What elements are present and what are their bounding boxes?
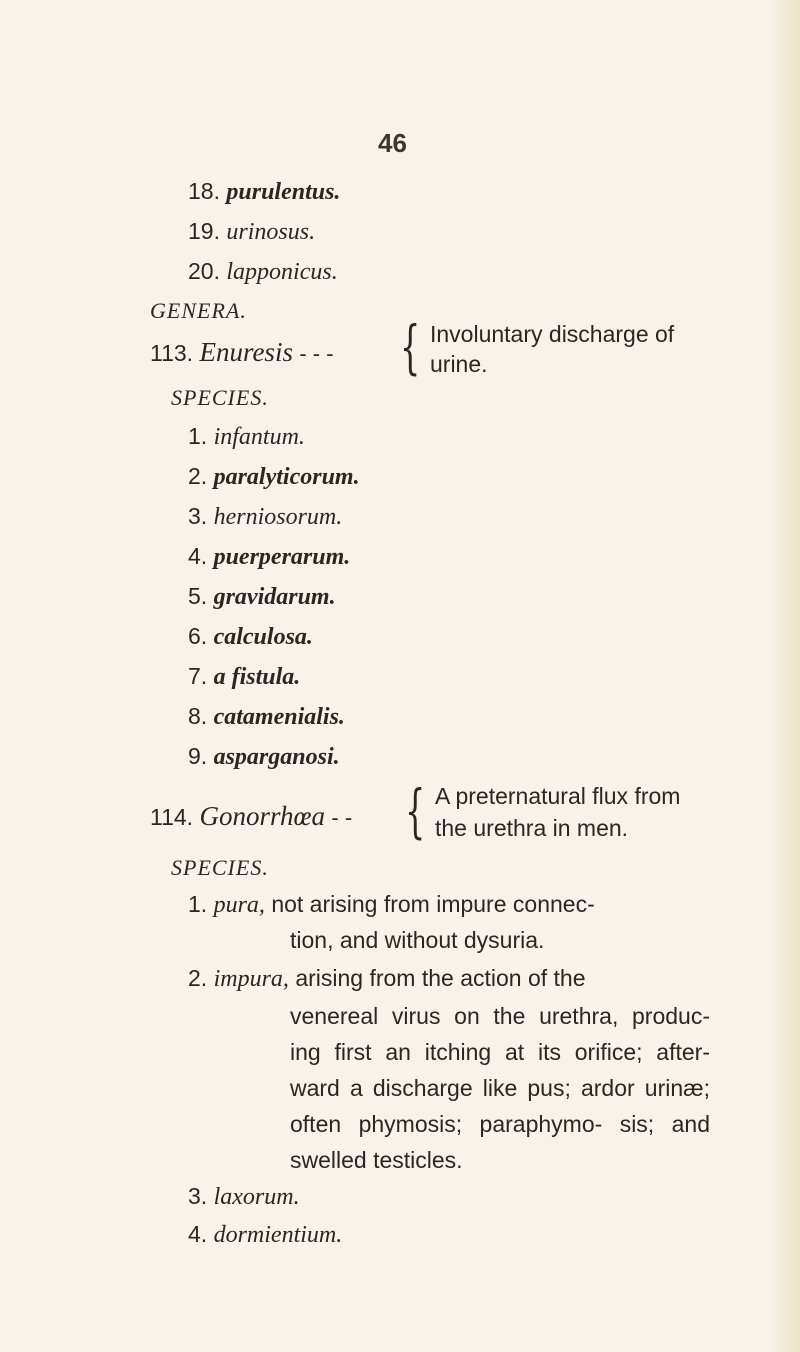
genus-definition-line: Involuntary discharge of — [430, 321, 675, 347]
list-item — [188, 700, 345, 733]
item-number: 3. — [188, 503, 208, 529]
item-number: 6. — [188, 623, 208, 649]
list-item — [188, 740, 340, 773]
genus-114-entry — [150, 800, 352, 834]
list-item — [188, 620, 313, 653]
list-item — [188, 175, 340, 208]
brace-icon: { — [400, 313, 421, 381]
species-name: infantum. — [213, 424, 305, 450]
species-name: pura, — [213, 892, 265, 918]
species-description: arising from the action of the — [295, 965, 586, 991]
species-heading: SPECIES. — [171, 855, 269, 880]
list-item — [188, 460, 360, 493]
genus-definition-line: the urethra in men. — [435, 815, 629, 841]
species-name: calculosa. — [213, 624, 313, 650]
list-item — [188, 1218, 342, 1251]
item-number: 18. — [188, 178, 220, 204]
list-item — [188, 420, 305, 453]
item-number: 4. — [188, 543, 208, 569]
item-number: 20. — [188, 258, 220, 284]
list-item — [188, 215, 315, 248]
list-item — [188, 660, 300, 693]
item-number: 2. — [188, 965, 208, 991]
species-description: not arising from impure connec- — [271, 891, 595, 917]
item-number: 1. — [188, 891, 208, 917]
species-name: paralyticorum. — [213, 464, 360, 490]
species-name: purulentus. — [226, 179, 341, 205]
item-number: 7. — [188, 663, 208, 689]
genus-name: Gonorrhœa — [199, 801, 325, 831]
species-description-continued: tion, and without dysuria. — [290, 927, 545, 953]
species-name: puerperarum. — [213, 544, 351, 570]
species-name: laxorum. — [213, 1184, 300, 1210]
list-item — [188, 500, 342, 533]
list-item — [188, 580, 336, 613]
species-name: lapponicus. — [226, 259, 338, 285]
species-name: dormientium. — [213, 1222, 343, 1248]
list-item — [188, 962, 586, 995]
page-number: 46 — [378, 128, 407, 158]
species-name: catamenialis. — [213, 704, 345, 730]
species-name: asparganosi. — [213, 744, 340, 770]
item-number: 4. — [188, 1221, 208, 1247]
species-name: urinosus. — [226, 219, 316, 245]
item-number: 3. — [188, 1183, 208, 1209]
species-name: a fistula. — [213, 664, 301, 690]
genus-number: 113. — [150, 340, 194, 366]
leader-dashes: - - — [331, 805, 353, 830]
genera-heading: GENERA. — [150, 298, 247, 323]
species-name: gravidarum. — [213, 584, 336, 610]
item-number: 5. — [188, 583, 208, 609]
list-item — [188, 1180, 300, 1213]
item-number: 9. — [188, 743, 208, 769]
item-number: 8. — [188, 703, 208, 729]
species-name: impura, — [213, 966, 289, 992]
species-description-continued: venereal virus on the urethra, produc- ing first an itching at its orifice; after- ward a discharge like pus; ardor urinæ; often phymosis; paraphymo- sis; and swelled testicles. — [290, 1003, 710, 1173]
species-name: herniosorum. — [213, 504, 343, 530]
page-edge-shading — [768, 0, 800, 1352]
genus-name: Enuresis — [199, 337, 293, 367]
genus-definition-line: urine. — [430, 351, 488, 377]
brace-icon: { — [405, 777, 426, 845]
item-number: 19. — [188, 218, 220, 244]
genus-number: 114. — [150, 804, 194, 830]
species-heading: SPECIES. — [171, 385, 269, 410]
genus-113-entry — [150, 336, 334, 370]
item-number: 2. — [188, 463, 208, 489]
genus-definition-line: A preternatural flux from — [435, 783, 681, 809]
list-item — [188, 888, 595, 921]
list-item — [188, 255, 338, 288]
leader-dashes: - - - — [299, 341, 334, 366]
item-number: 1. — [188, 423, 208, 449]
list-item — [188, 540, 350, 573]
